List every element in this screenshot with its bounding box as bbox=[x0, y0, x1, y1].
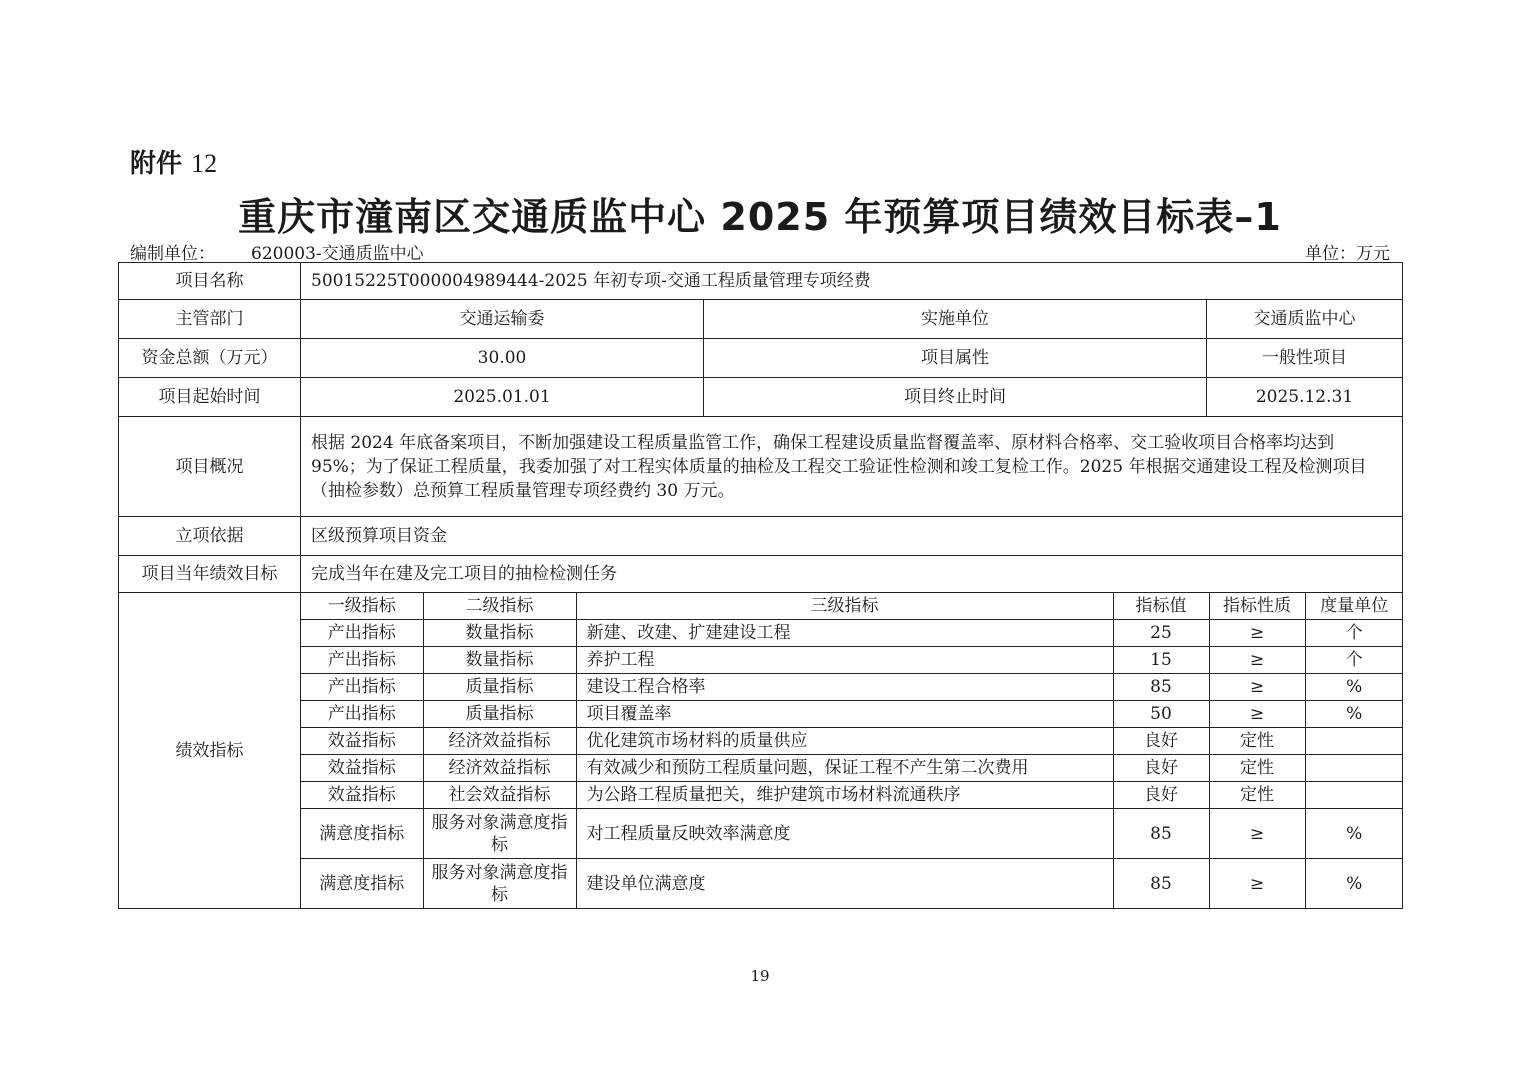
annex-label: 附件 12 bbox=[130, 149, 218, 179]
unit-cell: % bbox=[1305, 674, 1403, 701]
level2-cell: 数量指标 bbox=[423, 647, 576, 674]
value-cell: 85 bbox=[1113, 674, 1209, 701]
unit-cell: 个 bbox=[1305, 620, 1403, 647]
unit-cell bbox=[1305, 755, 1403, 782]
basis-label: 立项依据 bbox=[119, 517, 301, 556]
value-cell: 15 bbox=[1113, 647, 1209, 674]
level3-cell: 建设工程合格率 bbox=[576, 674, 1113, 701]
project-name-value: 50015225T000004989444-2025 年初专项-交通工程质量管理专项经费 bbox=[301, 263, 1403, 300]
nature-cell: 定性 bbox=[1209, 755, 1305, 782]
level2-cell: 经济效益指标 bbox=[423, 728, 576, 755]
impl-label: 实施单位 bbox=[704, 300, 1207, 339]
level2-cell: 数量指标 bbox=[423, 620, 576, 647]
table-row bbox=[301, 809, 1403, 859]
nature-cell: 定性 bbox=[1209, 728, 1305, 755]
row-overview bbox=[119, 417, 1403, 517]
level2-cell: 社会效益指标 bbox=[423, 782, 576, 809]
start-label: 项目起始时间 bbox=[119, 378, 301, 417]
dept-label: 主管部门 bbox=[119, 300, 301, 339]
header-level2: 二级指标 bbox=[423, 593, 576, 620]
value-cell: 85 bbox=[1113, 859, 1209, 909]
level3-cell: 优化建筑市场材料的质量供应 bbox=[576, 728, 1113, 755]
unit-label: 单位：万元 bbox=[1305, 244, 1390, 264]
basis-value: 区级预算项目资金 bbox=[301, 517, 1403, 556]
row-project-name bbox=[119, 263, 1403, 300]
page-number: 19 bbox=[750, 967, 770, 985]
start-value: 2025.01.01 bbox=[301, 378, 704, 417]
header-level3: 三级指标 bbox=[576, 593, 1113, 620]
level1-cell: 产出指标 bbox=[301, 701, 423, 728]
level1-cell: 满意度指标 bbox=[301, 859, 423, 909]
unit-cell: % bbox=[1305, 859, 1403, 909]
value-cell: 85 bbox=[1113, 809, 1209, 859]
level1-cell: 产出指标 bbox=[301, 647, 423, 674]
header-value: 指标值 bbox=[1113, 593, 1209, 620]
funds-label: 资金总额（万元） bbox=[119, 339, 301, 378]
level3-cell: 建设单位满意度 bbox=[576, 859, 1113, 909]
header-nature: 指标性质 bbox=[1209, 593, 1305, 620]
nature-cell: ≥ bbox=[1209, 620, 1305, 647]
nature-cell: ≥ bbox=[1209, 809, 1305, 859]
indicators-label: 绩效指标 bbox=[119, 593, 301, 909]
level1-cell: 产出指标 bbox=[301, 620, 423, 647]
level3-cell: 新建、改建、扩建建设工程 bbox=[576, 620, 1113, 647]
table-row bbox=[301, 782, 1403, 809]
unit-cell bbox=[1305, 728, 1403, 755]
indicators-cell bbox=[301, 593, 1403, 909]
page-title: 重庆市潼南区交通质监中心 2025 年预算项目绩效目标表–1 bbox=[238, 195, 1282, 239]
table-row bbox=[301, 728, 1403, 755]
table-row bbox=[301, 620, 1403, 647]
annex-number: 12 bbox=[191, 149, 218, 178]
project-name-label: 项目名称 bbox=[119, 263, 301, 300]
table-row bbox=[301, 755, 1403, 782]
overview-label: 项目概况 bbox=[119, 417, 301, 517]
row-funds bbox=[119, 339, 1403, 378]
level2-cell: 质量指标 bbox=[423, 701, 576, 728]
nature-cell: ≥ bbox=[1209, 859, 1305, 909]
level2-cell: 服务对象满意度指标 bbox=[423, 809, 576, 859]
level3-cell: 项目覆盖率 bbox=[576, 701, 1113, 728]
level3-cell: 有效减少和预防工程质量问题，保证工程不产生第二次费用 bbox=[576, 755, 1113, 782]
goal-value: 完成当年在建及完工项目的抽检检测任务 bbox=[301, 556, 1403, 593]
level1-cell: 产出指标 bbox=[301, 674, 423, 701]
compiler-value: 620003-交通质监中心 bbox=[251, 244, 424, 264]
indicators-header-row bbox=[301, 593, 1403, 620]
level1-cell: 效益指标 bbox=[301, 782, 423, 809]
level1-cell: 效益指标 bbox=[301, 755, 423, 782]
level2-cell: 服务对象满意度指标 bbox=[423, 859, 576, 909]
value-cell: 良好 bbox=[1113, 782, 1209, 809]
row-dates bbox=[119, 378, 1403, 417]
funds-value: 30.00 bbox=[301, 339, 704, 378]
indicators-table bbox=[301, 593, 1403, 908]
value-cell: 25 bbox=[1113, 620, 1209, 647]
table-row bbox=[301, 647, 1403, 674]
unit-cell: 个 bbox=[1305, 647, 1403, 674]
level3-cell: 养护工程 bbox=[576, 647, 1113, 674]
unit-cell: % bbox=[1305, 809, 1403, 859]
row-dept bbox=[119, 300, 1403, 339]
dept-value: 交通运输委 bbox=[301, 300, 704, 339]
row-indicators bbox=[119, 593, 1403, 909]
level1-cell: 满意度指标 bbox=[301, 809, 423, 859]
level3-cell: 对工程质量反映效率满意度 bbox=[576, 809, 1113, 859]
row-basis bbox=[119, 517, 1403, 556]
value-cell: 50 bbox=[1113, 701, 1209, 728]
table-row bbox=[301, 859, 1403, 909]
impl-value: 交通质监中心 bbox=[1207, 300, 1403, 339]
nature-cell: ≥ bbox=[1209, 674, 1305, 701]
nature-cell: ≥ bbox=[1209, 647, 1305, 674]
goal-label: 项目当年绩效目标 bbox=[119, 556, 301, 593]
attr-label: 项目属性 bbox=[704, 339, 1207, 378]
table-row bbox=[301, 701, 1403, 728]
attr-value: 一般性项目 bbox=[1207, 339, 1403, 378]
compiler-line bbox=[130, 239, 424, 264]
header-level1: 一级指标 bbox=[301, 593, 423, 620]
overview-value: 根据 2024 年底备案项目，不断加强建设工程质量监管工作，确保工程建设质量监督覆盖率、原材料合格率、交工验收项目合格率均达到 95%；为了保证工程质量，我委加强了对工程实体质量的抽检及工程交工验证性检测和竣工复检工作。2025 年根据交通建设工程及检测项目（抽检参数）总预算工程质量管理专项经费约 30 万元。 bbox=[301, 417, 1403, 517]
level1-cell: 效益指标 bbox=[301, 728, 423, 755]
end-label: 项目终止时间 bbox=[704, 378, 1207, 417]
end-value: 2025.12.31 bbox=[1207, 378, 1403, 417]
nature-cell: ≥ bbox=[1209, 701, 1305, 728]
value-cell: 良好 bbox=[1113, 755, 1209, 782]
level3-cell: 为公路工程质量把关，维护建筑市场材料流通秩序 bbox=[576, 782, 1113, 809]
row-goal bbox=[119, 556, 1403, 593]
performance-table bbox=[118, 262, 1403, 909]
header-unit: 度量单位 bbox=[1305, 593, 1403, 620]
unit-cell: % bbox=[1305, 701, 1403, 728]
table-row bbox=[301, 674, 1403, 701]
compiler-label: 编制单位： bbox=[130, 244, 215, 264]
level2-cell: 经济效益指标 bbox=[423, 755, 576, 782]
nature-cell: 定性 bbox=[1209, 782, 1305, 809]
level2-cell: 质量指标 bbox=[423, 674, 576, 701]
unit-cell bbox=[1305, 782, 1403, 809]
value-cell: 良好 bbox=[1113, 728, 1209, 755]
